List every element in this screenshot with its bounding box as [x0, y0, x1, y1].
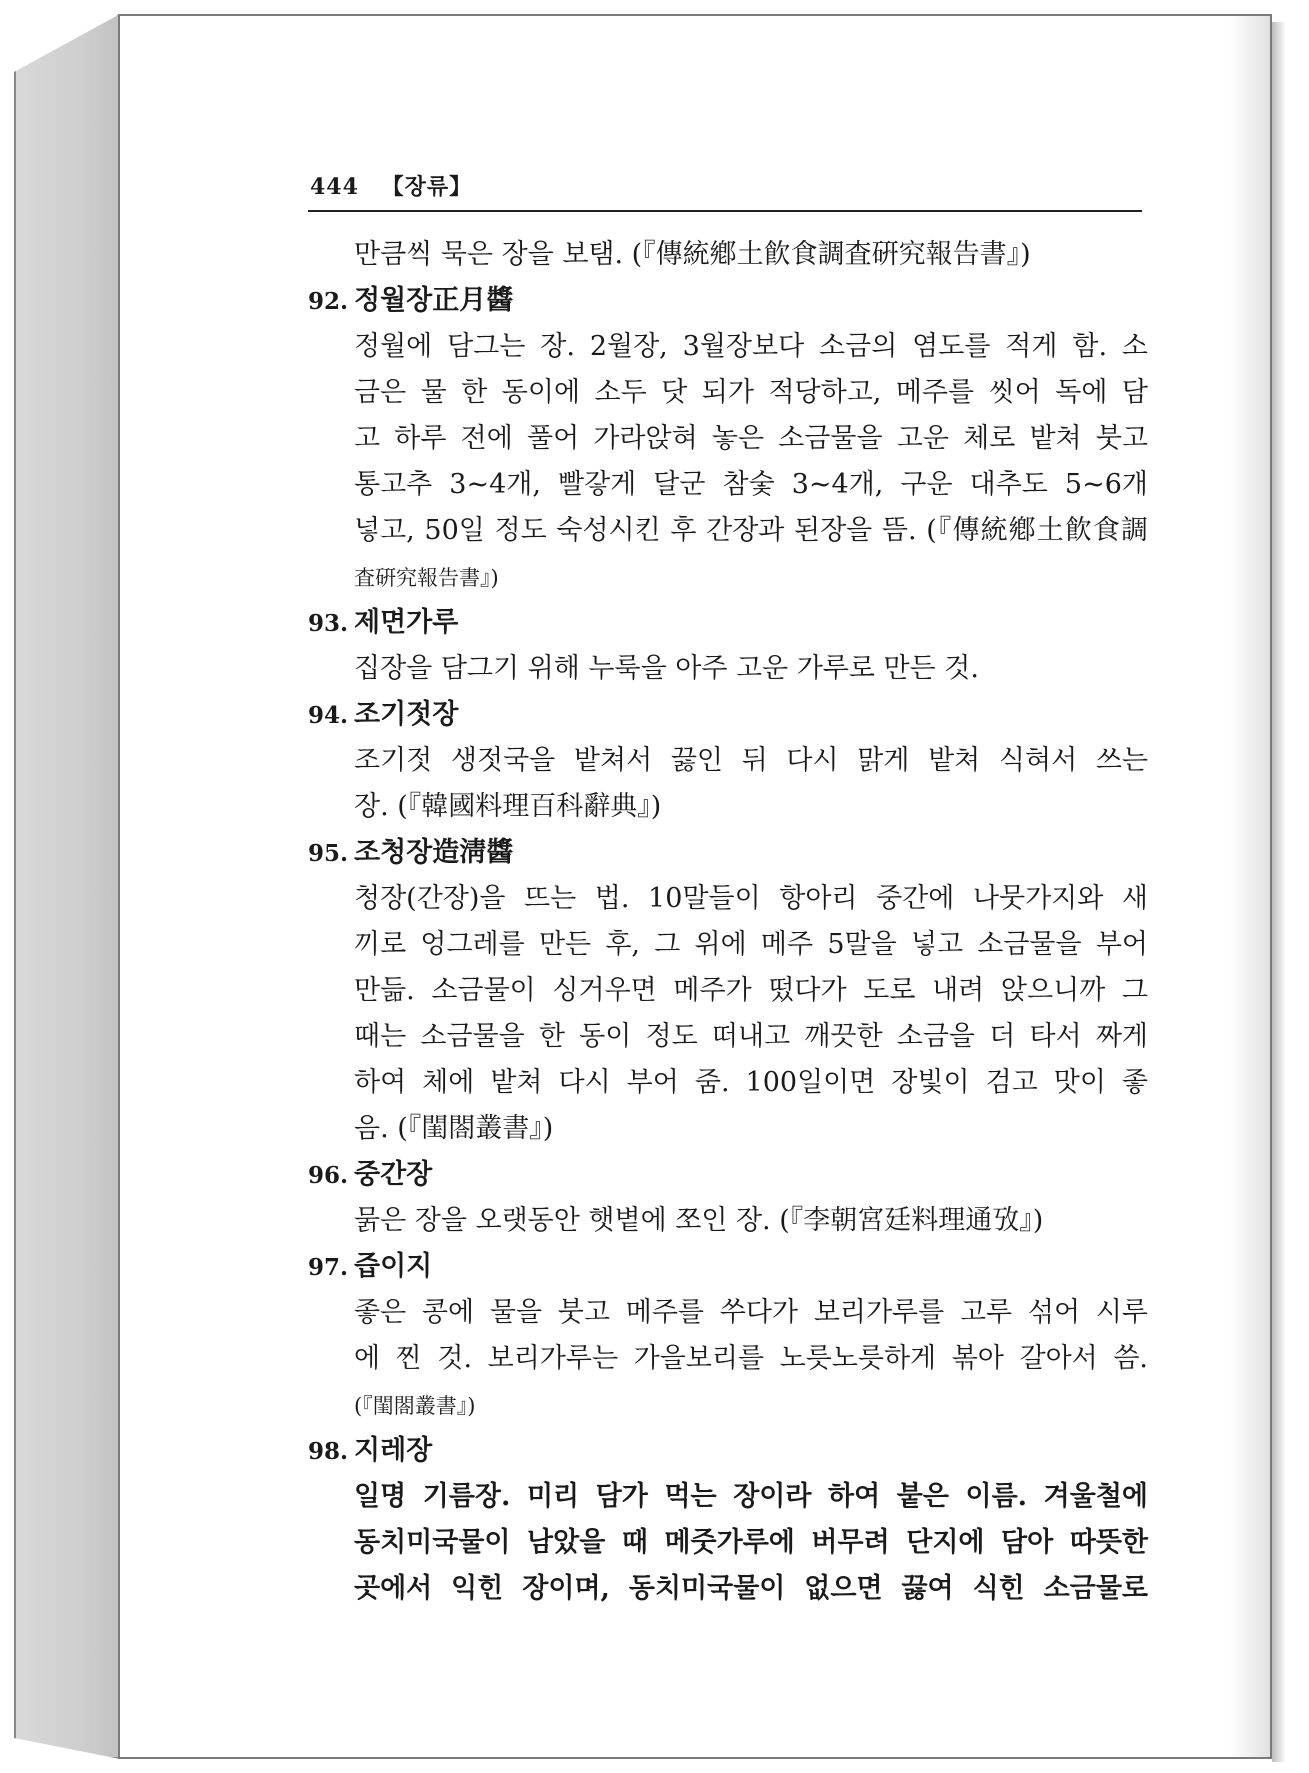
book-side-outline [14, 14, 120, 1759]
entry-line [308, 1566, 1148, 1612]
entry-heading [308, 1244, 1148, 1290]
entry-heading [308, 1152, 1148, 1198]
entry-line [308, 968, 1148, 1014]
page-shading [1230, 16, 1270, 1757]
entry-number: 92. [308, 288, 349, 315]
page-number: 444 [310, 174, 359, 200]
intro-line [308, 232, 1148, 278]
entry-line [308, 1382, 1148, 1428]
entry-heading [308, 830, 1148, 876]
entry-title: 조청장造淸醬 [354, 837, 514, 868]
entry-line [308, 1520, 1148, 1566]
entry-line [308, 1336, 1148, 1382]
entry-text: 정월에 담그는 장. 2월장, 3월장보다 소금의 염도를 적게 함. 소 [354, 331, 1148, 362]
entry-text: 査硏究報告書』) [354, 566, 499, 590]
entry-number: 97. [308, 1254, 349, 1281]
entry-text: 고 하루 전에 풀어 가라앉혀 놓은 소금물을 고운 체로 밭쳐 붓고 [354, 423, 1148, 454]
entry-number: 96. [308, 1162, 349, 1189]
entry-line [308, 370, 1148, 416]
entry-text: 만듦. 소금물이 싱거우면 메주가 떴다가 도로 내려 앉으니까 그 [354, 975, 1148, 1006]
entry-text: 통고추 3~4개, 빨갛게 달군 참숯 3~4개, 구운 대추도 5~6개 [354, 469, 1148, 500]
entry-92 [308, 278, 1148, 600]
entry-text: 금은 물 한 동이에 소두 닷 되가 적당하고, 메주를 씻어 독에 담 [354, 377, 1148, 408]
entry-text: 끼로 엉그레를 만든 후, 그 위에 메주 5말을 넣고 소금물을 부어 [354, 929, 1148, 960]
entry-number: 94. [308, 702, 349, 729]
entry-98 [308, 1428, 1148, 1612]
running-header [310, 170, 472, 201]
entry-text: 곳에서 익힌 장이며, 동치미국물이 없으면 끓여 식힌 소금물로 [354, 1573, 1148, 1604]
entry-text: 일명 기름장. 미리 담가 먹는 장이라 하여 붙은 이름. 겨울철에 [354, 1481, 1148, 1512]
entry-line [308, 646, 1148, 692]
entry-line [308, 1290, 1148, 1336]
section-title: 【장류】 [381, 174, 473, 200]
entry-text: (『閨閤叢書』) [354, 1394, 476, 1418]
entry-number: 95. [308, 840, 349, 867]
entry-title: 제면가루 [354, 607, 459, 638]
entry-text: 넣고, 50일 정도 숙성시킨 후 간장과 된장을 뜸. (『傳統鄕土飮食調 [354, 515, 1148, 546]
entry-line [308, 1014, 1148, 1060]
entry-line [308, 1198, 1148, 1244]
entry-heading [308, 692, 1148, 738]
entry-94 [308, 692, 1148, 830]
entry-title: 조기젓장 [354, 699, 459, 730]
entry-text: 좋은 콩에 물을 붓고 메주를 쑤다가 보리가루를 고루 섞어 시루 [354, 1297, 1148, 1328]
entry-text: 동치미국물이 남았을 때 메줏가루에 버무려 단지에 담아 따뜻한 [354, 1527, 1148, 1558]
entry-line [308, 508, 1148, 554]
entry-line [308, 876, 1148, 922]
entry-95 [308, 830, 1148, 1152]
entry-text: 조기젓 생젓국을 밭쳐서 끓인 뒤 다시 맑게 밭쳐 식혀서 쓰는 [354, 745, 1148, 776]
entry-93 [308, 600, 1148, 692]
page-shadow [1272, 22, 1286, 1762]
entry-line [308, 554, 1148, 600]
header-rule [308, 210, 1142, 212]
entry-title: 지레장 [354, 1435, 433, 1466]
entry-line [308, 738, 1148, 784]
entry-line [308, 462, 1148, 508]
entry-line [308, 784, 1148, 830]
entry-text: 음. (『閨閤叢書』) [354, 1113, 554, 1144]
entry-heading [308, 600, 1148, 646]
entry-text: 에 찐 것. 보리가루는 가을보리를 노릇노릇하게 볶아 갈아서 씀. [354, 1343, 1148, 1374]
entry-heading [308, 278, 1148, 324]
entry-text: 장. (『韓國料理百科辭典』) [354, 791, 662, 822]
entry-heading [308, 1428, 1148, 1474]
entry-number: 98. [308, 1438, 349, 1465]
entry-text: 때는 소금물을 한 동이 정도 떠내고 깨끗한 소금을 더 타서 짜게 [354, 1021, 1148, 1052]
entry-text: 하여 체에 밭쳐 다시 부어 줌. 100일이면 장빛이 검고 맛이 좋 [354, 1067, 1148, 1098]
entry-line [308, 922, 1148, 968]
entry-title: 중간장 [354, 1159, 433, 1190]
entry-96 [308, 1152, 1148, 1244]
entry-line [308, 1106, 1148, 1152]
entry-line [308, 416, 1148, 462]
entry-line [308, 1060, 1148, 1106]
entry-title: 정월장正月醬 [354, 285, 514, 316]
entry-number: 93. [308, 610, 349, 637]
page-content [308, 232, 1148, 1612]
entry-line [308, 324, 1148, 370]
entry-line [308, 1474, 1148, 1520]
entry-text: 묽은 장을 오랫동안 햇볕에 쪼인 장. (『李朝宮廷料理通攷』) [354, 1205, 1044, 1236]
entry-text: 청장(간장)을 뜨는 법. 10말들이 항아리 중간에 나뭇가지와 새 [354, 883, 1148, 914]
intro-text: 만큼씩 묵은 장을 보탬. (『傳統鄕土飮食調査硏究報告書』) [354, 239, 1031, 270]
entry-text: 집장을 담그기 위해 누룩을 아주 고운 가루로 만든 것. [354, 653, 979, 684]
entry-97 [308, 1244, 1148, 1428]
entry-title: 즙이지 [354, 1251, 433, 1282]
